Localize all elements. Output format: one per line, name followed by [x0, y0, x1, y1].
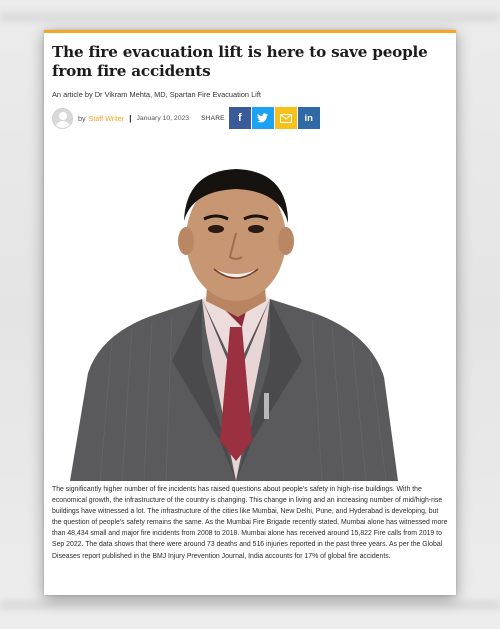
article-body: The significantly higher number of fire incidents has raised questions about people's safety in high-rise buildings. With the economical growth, the infrastructure of the country is changing. This change in living and an increasing number of mid/high-rise buildings have witnessed a lot. The infrastructure of the cities like Mumbai, New Delhi, Pune, and Hyderabad is developing, but the question of people's safety remains the same. As the Mumbai Fire Brigade recently stated, Mumbai alone has witnessed more than 48,434 small and major fire incidents from 2008 to 2018. Mumbai alone has received around 15,822 Fire calls from 2019 to Sep 2022. The data shows that there were around 73 deaths and 516 injuries reported in the past three years. As per the Global Diseases report published in the BMJ Injury Prevention Journal, India accounts for 17% of global fire accidents. — [52, 486, 448, 560]
portrait-image — [52, 141, 448, 481]
article-photo — [52, 141, 448, 481]
share-label: SHARE — [201, 114, 225, 122]
email-share-button[interactable] — [275, 107, 297, 129]
publish-date: January 10, 2023 — [136, 114, 190, 122]
envelope-icon — [280, 114, 292, 123]
background-blur-line — [0, 12, 500, 22]
twitter-share-button[interactable] — [252, 107, 274, 129]
article-subtitle: An article by Dr Vikram Mehta, MD, Spartan Fire Evacuation Lift — [52, 90, 261, 99]
background-blur-line — [0, 600, 500, 610]
article-title: The fire evacuation lift is here to save people from fire accidents — [52, 43, 428, 80]
twitter-icon — [257, 113, 268, 123]
byline-by-label: by — [78, 113, 86, 123]
author-avatar-icon — [52, 108, 73, 129]
byline-separator: | — [129, 113, 132, 123]
author-link[interactable]: Staff Writer — [88, 113, 125, 123]
linkedin-icon: in — [304, 112, 313, 124]
facebook-share-button[interactable] — [229, 107, 251, 129]
article-card — [44, 30, 456, 595]
byline — [52, 105, 448, 131]
facebook-icon: f — [237, 112, 242, 124]
linkedin-share-button[interactable] — [298, 107, 320, 129]
